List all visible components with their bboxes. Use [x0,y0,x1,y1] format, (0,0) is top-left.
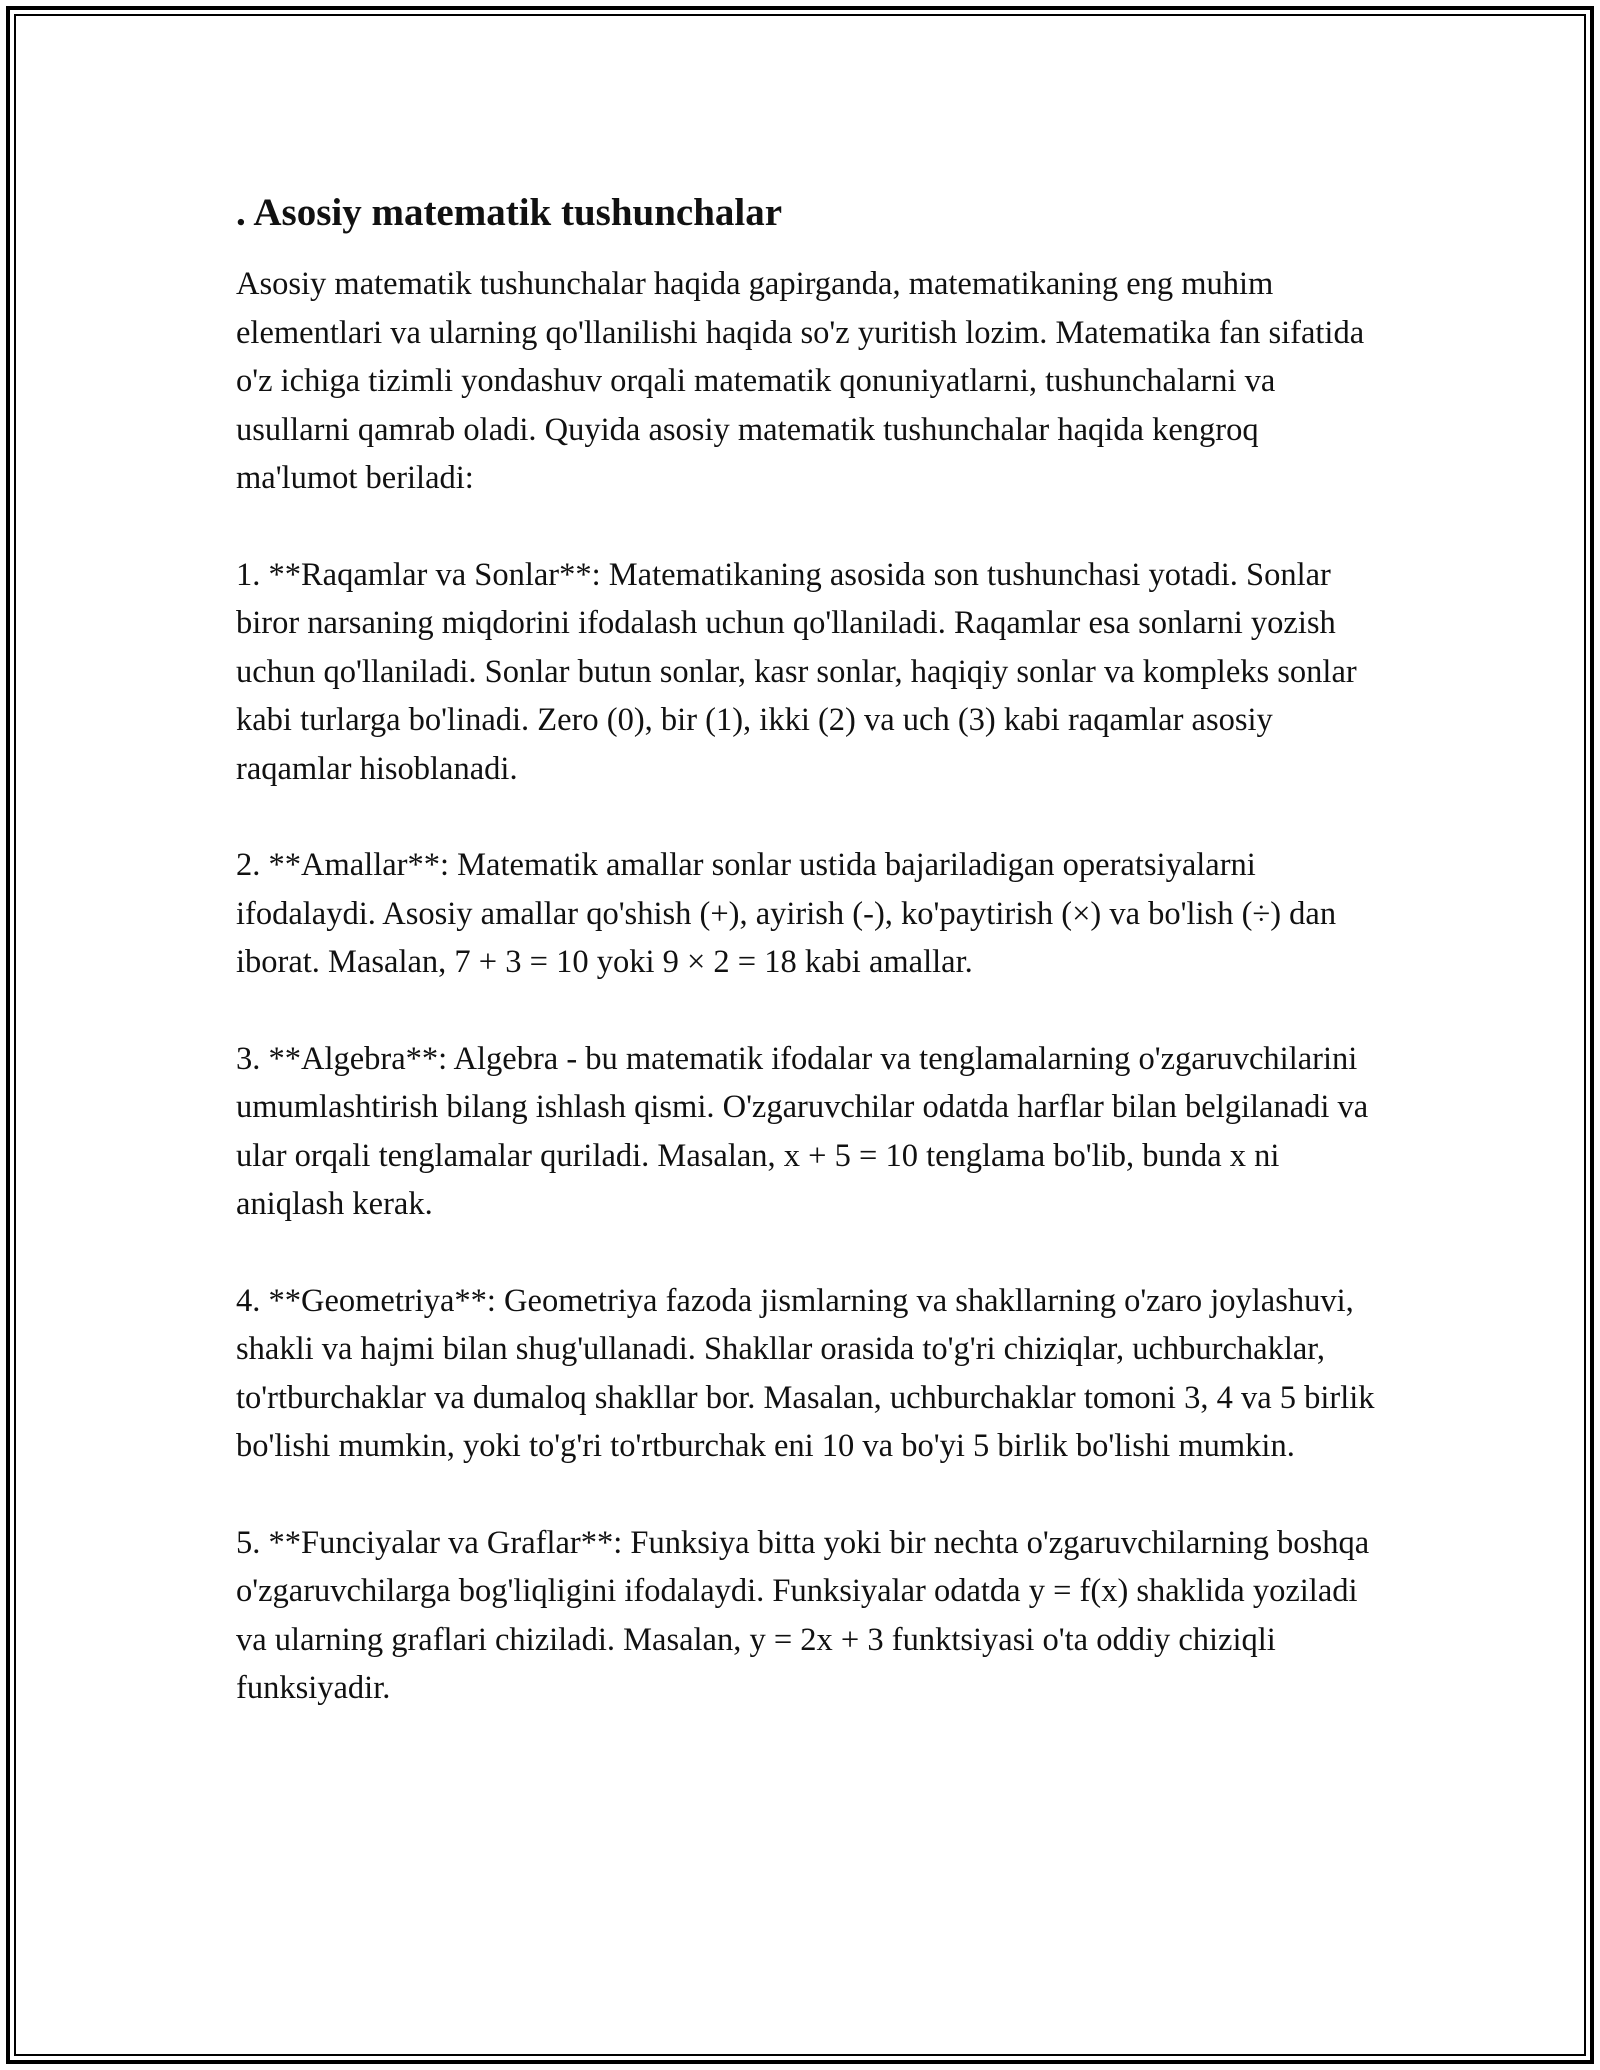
paragraph-operations: 2. **Amallar**: Matematik amallar sonlar ustida bajariladigan operatsiyalarni ifodalaydi. Asosiy amallar qo'shish (+), ayirish (-), ko'paytirish (×) va bo'lish (÷) dan iborat. Masalan, 7 + 3 = 10 yoki 9 × 2 = 18 kabi amallar. [236,847,1337,980]
page-title: . Asosiy matematik tushunchalar [236,191,783,234]
paragraph-algebra: 3. **Algebra**: Algebra - bu matematik ifodalar va tenglamalarning o'zgaruvchilarini umumlashtirish bilang ishlash qismi. O'zgaruvchilar odatda harflar bilan belgilanadi va ular orqali tenglamalar quriladi. Masalan, x + 5 = 10 tenglama bo'lib, bunda x ni aniqlash kerak. [236,1040,1369,1222]
document-body [236,188,1386,1761]
paragraph-functions: 5. **Funciyalar va Graflar**: Funksiya bitta yoki bir nechta o'zgaruvchilarning boshqa o'zgaruvchilarga bog'liqligini ifodalaydi. Funksiyalar odatda y = f(x) shaklida yoziladi va ularning graflari chiziladi. Masalan, y = 2x + 3 funktsiyasi o'ta oddiy chiziqli funksiyadir. [236,1524,1370,1706]
paragraph-numbers: 1. **Raqamlar va Sonlar**: Matematikaning asosida son tushunchasi yotadi. Sonlar biror narsaning miqdorini ifodalash uchun qo'llaniladi. Raqamlar esa sonlarni yozish uchun qo'llaniladi. Sonlar butun sonlar, kasr sonlar, haqiqiy sonlar va kompleks sonlar kabi turlarga bo'linadi. Zero (0), bir (1), ikki (2) va uch (3) kabi raqamlar asosiy raqamlar hisoblanadi. [236,556,1357,787]
intro-paragraph: Asosiy matematik tushunchalar haqida gapirganda, matematikaning eng muhim elementlari va ularning qo'llanilishi haqida so'z yuritish lozim. Matematika fan sifatida o'z ichiga tizimli yondashuv orqali matematik qonuniyatlarni, tushunchalarni va usullarni qamrab oladi. Quyida asosiy matematik tushunchalar haqida kengroq ma'lumot beriladi: [236,266,1365,496]
paragraph-geometry: 4. **Geometriya**: Geometriya fazoda jismlarning va shakllarning o'zaro joylashuvi, shakli va hajmi bilan shug'ullanadi. Shakllar orasida to'g'ri chiziqlar, uchburchaklar, to'rtburchaklar va dumaloq shakllar bor. Masalan, uchburchaklar tomoni 3, 4 va 5 birlik bo'lishi mumkin, yoki to'g'ri to'rtburchak eni 10 va bo'yi 5 birlik bo'lishi mumkin. [236,1282,1375,1464]
